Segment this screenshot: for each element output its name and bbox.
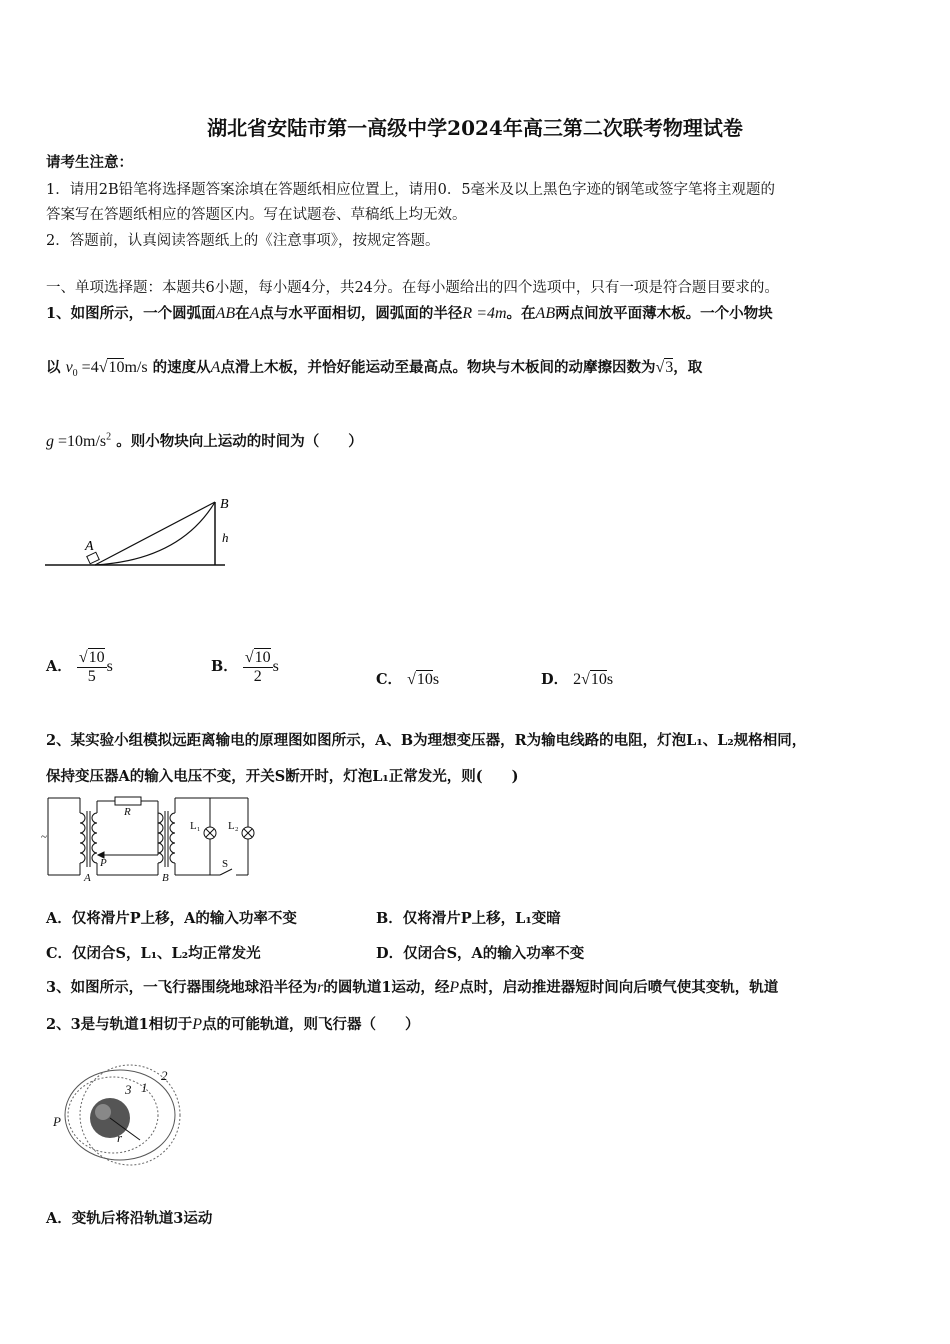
q3-figure-orbits bbox=[45, 1060, 185, 1170]
q2-option-a[interactable]: A．仅将滑片P上移，A的输入功率不变 bbox=[46, 910, 297, 927]
q3-fig-3: 3 bbox=[125, 1082, 132, 1097]
q1-option-c[interactable]: C． √10s bbox=[376, 671, 440, 688]
q1-option-d[interactable]: D． 2√10s bbox=[541, 671, 614, 688]
q2-line-1: 2、某实验小组模拟远距离输电的原理图如图所示，A、B为理想变压器，R为输电线路的电阻，灯泡L₁、L₂规格相同， bbox=[46, 732, 807, 749]
q3-fig-1: 1 bbox=[141, 1080, 148, 1095]
q2-option-c[interactable]: C．仅闭合S，L₁、L₂均正常发光 bbox=[46, 945, 261, 962]
q2-fig-b: B bbox=[162, 872, 169, 884]
q1-line-3: $g =10m/s^2$ 。则小物块向上运动的时间为（ ） bbox=[46, 431, 363, 450]
q2-option-d[interactable]: D．仅闭合S，A的输入功率不变 bbox=[376, 945, 585, 962]
q3-option-a[interactable]: A．变轨后将沿轨道3运动 bbox=[46, 1210, 213, 1227]
q2-line-2: 保持变压器A的输入电压不变，开关S断开时，灯泡L₁正常发光，则( ) bbox=[46, 768, 519, 785]
page-title: 湖北省安陆市第一高级中学2024年高三第二次联考物理试卷 bbox=[207, 116, 743, 140]
q2-option-b[interactable]: B．仅将滑片P上移，L₁变暗 bbox=[376, 910, 561, 927]
notice-heading: 请考生注意： bbox=[46, 154, 133, 171]
q2-fig-a: A bbox=[84, 872, 91, 884]
q3-fig-2: 2 bbox=[161, 1068, 168, 1083]
q1-fig-label-a: A bbox=[85, 539, 94, 554]
q1-option-b[interactable]: B． $\frac{√10}{2}$ s bbox=[211, 649, 279, 685]
q2-figure-circuit bbox=[40, 793, 260, 883]
q1-figure-incline bbox=[40, 490, 240, 580]
section-heading: 一、单项选择题：本题共6小题，每小题4分，共24分。在每小题给出的四个选项中，只有一项是符合题目要求的。 bbox=[46, 280, 779, 296]
q3-fig-p: P bbox=[53, 1114, 61, 1129]
q2-fig-r: R bbox=[124, 806, 131, 818]
q2-fig-ac: ~ bbox=[41, 831, 47, 843]
q1-option-a[interactable]: A． $\frac{√10}{5}$ s bbox=[46, 649, 113, 685]
q1-line-1: 1、如图所示，一个圆弧面AB在A点与水平面相切，圆弧面的半径R =4m。在AB两点间放平面薄木板。一个小物块 bbox=[46, 305, 773, 322]
q2-fig-s: S bbox=[222, 858, 229, 870]
q2-fig-l2: L₂ bbox=[228, 820, 239, 832]
q3-line-1: 3、如图所示，一飞行器围绕地球沿半径为r的圆轨道1运动，经P点时，启动推进器短时间向后喷气使其变轨，轨道 bbox=[46, 979, 779, 996]
q1-fig-label-h: h bbox=[222, 530, 229, 545]
q1-fig-label-b: B bbox=[220, 497, 229, 512]
q2-fig-l1: L₁ bbox=[190, 820, 201, 832]
q3-line-2: 2、3是与轨道1相切于P点的可能轨道，则飞行器（ ） bbox=[46, 1016, 420, 1033]
q2-fig-p: P bbox=[100, 857, 107, 869]
notice-line-1: 1．请用2B铅笔将选择题答案涂填在答题纸相应位置上，请用0．5毫米及以上黑色字迹的钢笔或签字笔将主观题的 bbox=[46, 182, 776, 198]
q1-line-2: 以 $v_0 =4√10m/s$ 的速度从A点滑上木板，并恰好能运动至最高点。物块与木板间的动摩擦因数为√3，取 bbox=[46, 359, 703, 380]
notice-line-2: 2．答题前，认真阅读答题纸上的《注意事项》，按规定答题。 bbox=[46, 233, 440, 249]
q3-fig-r: r bbox=[117, 1130, 123, 1145]
notice-line-1b: 答案写在答题纸相应的答题区内。写在试题卷、草稿纸上均无效。 bbox=[46, 207, 467, 223]
